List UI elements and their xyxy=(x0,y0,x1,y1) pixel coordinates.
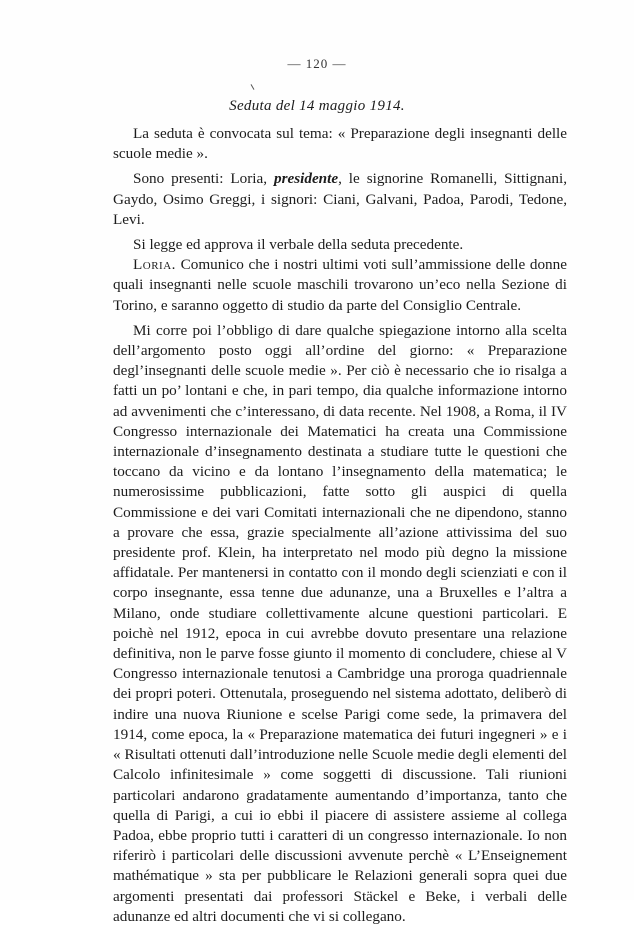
page-number: — 120 — xyxy=(287,56,347,71)
session-heading: Seduta del 14 maggio 1914. xyxy=(229,98,405,114)
paragraph-attendees xyxy=(113,169,567,230)
body-text xyxy=(113,124,567,932)
ink-mark xyxy=(251,84,255,90)
speaker-name: Loria. xyxy=(133,256,176,274)
paragraph-topic: La seduta è convocata sul tema: « Preparazione degli insegnanti delle scuole medie ». xyxy=(113,125,567,163)
loria-statement-text: Comunico che i nostri ultimi voti sull’ammissione delle donne quali insegnanti nelle scuole maschili trovarono un’eco nella Sezione di Torino, e saranno oggetto di studio da parte del Consiglio Centrale. xyxy=(113,256,567,314)
paragraph-explanation: Mi corre poi l’obbligo di dare qualche spiegazione intorno alla scelta dell’argomento posto oggi all’ordine del giorno: « Preparazione degl’insegnanti delle scuole medie ». Per ciò è necessario che io risalga a fatti un po’ lontani e che, in pari tempo, dia qualche informazione intorno ad avvenimenti che c’interessano, di data recente. Nel 1908, a Roma, il IV Congresso internazionale dei Matematici ha creata una Commissione internazionale d’insegnamento destinata a studiare tutte le questioni che toccano da vicino e da lontano l’insegnamento della matematica; le numerosissime pubblicazioni, fatte sotto gli auspici di quella Commissione e dei vari Comitati internazionali che ne dipendono, stanno a provare che essa, grazie specialmente all’azione attivissima del suo presidente prof. Klein, ha interpretato nel modo più degno la missione affidatale. Per mantenersi in contatto con il mondo degli scienziati e con il corpo insegnante, essa tenne due adunanze, una a Bruxelles e l’altra a Milano, onde studiare collettivamente alcune questioni particolari. E poichè nel 1912, epoca in cui avrebbe dovuto presentare una relazione definitiva, non le parve fosse giunto il momento di concludere, chiese al V Congresso internazionale tenutosi a Cambridge una proroga quadriennale dei propri poteri. Ottenutala, proseguendo nel sistema adottato, deliberò di indire una nuova Riunione e scelse Parigi come sede, la primavera del 1914, come epoca, la « Preparazione matematica dei futuri ingegneri » e i « Risultati ottenuti dall’introduzione nelle Scuole medie degli elementi del Calcolo infinitesimale » come soggetti di discussione. Tali riunioni particolari andarono gradatamente aumentando d’importanza, tanto che quella di Parigi, a cui io ebbi il piacere di assistere assieme al collega Padoa, ebbe proprio tutti i caratteri di un congresso internazionale. Io non riferirò i particolari delle discussioni avvenute perchè « L’Enseignement mathématique » sta per pubblicare le Relazioni generali sopra quei due argomenti presentati dai professori Stäckel e Beke, i verbali delle adunanze ed altri documenti che vi si collegano. xyxy=(113,321,567,925)
attendees-list: , le signorine Romanelli, Sittignani, Gaydo, Osimo Greggi, i signori: Ciani, Galvani, Padoa, Parodi, Tedone, Levi. xyxy=(113,170,567,228)
attendees-intro: Sono presenti: Loria, xyxy=(133,170,274,188)
paragraph-minutes: Si legge ed approva il verbale della seduta precedente. xyxy=(133,236,464,254)
paragraph-loria-statement xyxy=(113,255,567,316)
president-role: presidente xyxy=(273,170,339,188)
